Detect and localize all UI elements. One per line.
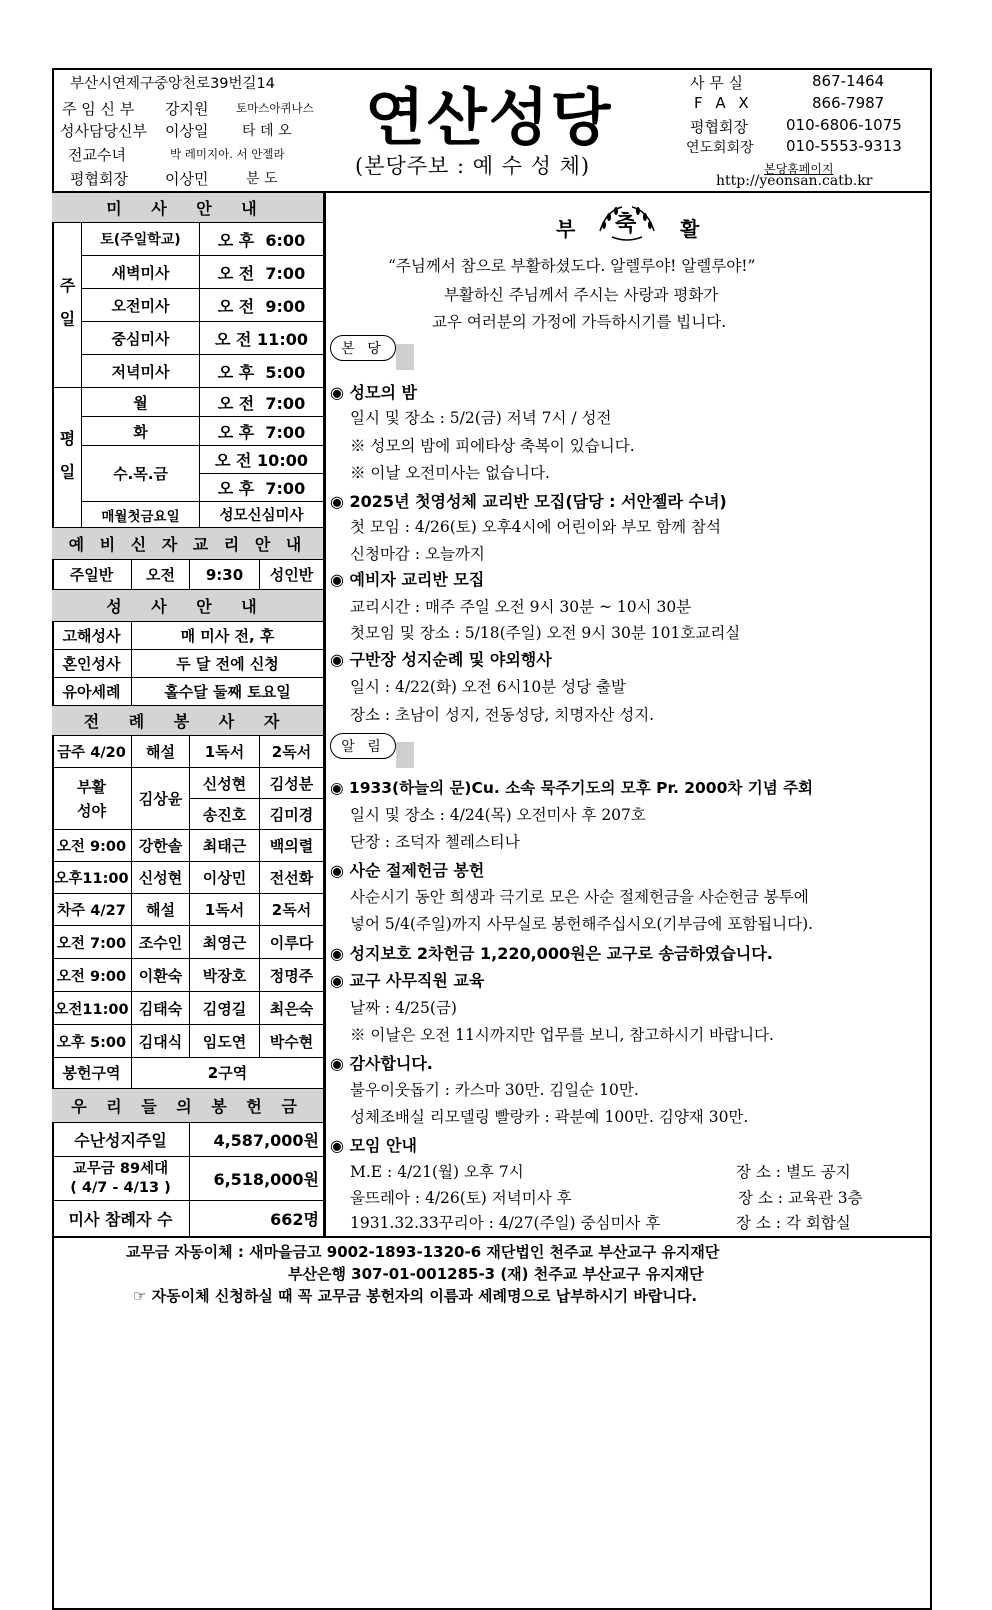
sunday-label-cell <box>52 223 82 388</box>
homepage-label: 본당홈페이지 <box>764 162 834 176</box>
notice-1-line-2: ※ 성모의 밤에 피에타상 축복이 있습니다. <box>350 437 635 455</box>
greeting-line-2: 부활하신 주님께서 주시는 사랑과 평화가 <box>444 286 719 304</box>
tag-parish: 본 당 <box>330 335 396 361</box>
announce-1-line-2: 단장 : 조덕자 첼레스티나 <box>350 833 520 851</box>
servers-reader1-head: 1독서 <box>190 736 260 767</box>
weekday-row-mon <box>82 388 324 417</box>
weekday-row-wtf-2 <box>200 474 324 502</box>
servers-row <box>52 862 324 894</box>
weekday-name: 수.목.금 <box>113 465 168 483</box>
offering-area-label: 봉헌구역 <box>52 1057 132 1088</box>
announce-5-title: ◉ 감사합니다. <box>330 1054 433 1073</box>
reader-1: 임도연 <box>190 1025 260 1057</box>
mass-time: 오 전 11:00 <box>200 322 324 354</box>
easter-char-1: 부 <box>556 217 576 241</box>
office-label: 사 무 실 <box>690 74 744 92</box>
attendance-row <box>52 1201 324 1236</box>
commentator: 이환숙 <box>132 959 190 991</box>
meeting-1-place: 장 소 : 별도 공지 <box>736 1163 851 1181</box>
greeting-line-3: 교우 여러분의 가정에 가득하시기를 빕니다. <box>432 313 727 331</box>
weekday-time: 오 전 10:00 <box>200 446 324 473</box>
notice-4-line-2: 장소 : 초남이 성지, 전동성당, 치명자산 성지. <box>350 706 655 724</box>
first-friday-name: 매월첫금요일 <box>82 502 200 527</box>
sacrament-row <box>52 678 324 706</box>
sacrament-row <box>52 622 324 650</box>
mass-title-row <box>52 193 324 223</box>
announce-4-line-1: 날짜 : 4/25(금) <box>350 999 457 1017</box>
announce-5-line-2: 성체조배실 리모델링 빨랑카 : 곽분예 100만. 김양재 30만. <box>350 1108 749 1126</box>
reader-2: 이루다 <box>260 926 324 958</box>
catechumen-ampm: 오전 <box>132 560 190 589</box>
sunday-label: 주 일 <box>57 277 76 333</box>
footer-line-2: 부산은행 307-01-001285-3 (재) 천주교 부산교구 유지재단 <box>288 1265 704 1283</box>
mass-name: 오전미사 <box>82 289 200 321</box>
mass-time: 오 전 7:00 <box>200 256 324 288</box>
sunday-mass-row <box>82 322 324 355</box>
reader-2: 최은숙 <box>260 992 324 1024</box>
announce-4-line-2: ※ 이날은 오전 11시까지만 업무를 보니, 참고하시기 바랍니다. <box>350 1026 774 1044</box>
catechumen-row <box>52 560 324 590</box>
announce-3-title: ◉ 성지보호 2차헌금 1,220,000원은 교구로 송금하였습니다. <box>330 944 773 963</box>
notice-4-line-1: 일시 : 4/22(화) 오전 6시10분 성당 출발 <box>350 678 626 696</box>
reader-2: 전선화 <box>260 862 324 893</box>
weekday-row-wtf-1 <box>200 446 324 474</box>
pres-label: 평협회장 <box>690 118 748 136</box>
catechumen-class: 주일반 <box>52 560 132 589</box>
parish-title: 연산성당 <box>365 81 613 154</box>
easter-vigil-label: 부활 성야 <box>77 777 106 820</box>
meeting-2: 울뜨레아 : 4/26(토) 저녁미사 후 <box>350 1189 572 1207</box>
offering-area-value: 2구역 <box>132 1057 324 1088</box>
announce-1-line-1: 일시 및 장소 : 4/24(목) 오전미사 후 207호 <box>350 806 646 824</box>
commentator: 김대식 <box>132 1025 190 1057</box>
notice-1-line-1: 일시 및 장소 : 5/2(금) 저녁 7시 / 성전 <box>350 409 612 427</box>
reader-2: 백의렬 <box>260 830 324 861</box>
offering-title-row <box>52 1089 324 1123</box>
mass-name: 토(주일학교) <box>82 223 200 255</box>
servers-head-this-week <box>52 736 324 768</box>
pastor-name: 강지원 <box>165 100 209 118</box>
council-name: 이상민 <box>165 170 209 188</box>
council-baptismal: 분 도 <box>246 171 278 187</box>
offering2-value: 6,518,000원 <box>190 1157 324 1200</box>
commentator: 조수인 <box>132 926 190 958</box>
mass-time: 오후11:00 <box>52 862 132 893</box>
notice-3-line-1: 교리시간 : 매주 주일 오전 9시 30분 ~ 10시 30분 <box>350 598 692 616</box>
sacrament-value: 매 미사 전, 후 <box>132 622 324 649</box>
greeting-line-1: “주님께서 참으로 부활하셨도다. 알렐루야! 알렐루야!” <box>388 257 756 275</box>
reader-1: 송진호 <box>190 799 260 829</box>
council-label: 평협회장 <box>70 170 128 188</box>
mass-time: 오 전 9:00 <box>200 289 324 321</box>
offering2-label: 교무금 89세대 ( 4/7 - 4/13 ) <box>52 1157 190 1200</box>
reader-1: 박장호 <box>190 959 260 991</box>
weekday-time: 오 후 7:00 <box>200 474 324 501</box>
easter-heading <box>556 203 716 243</box>
announce-5-line-1: 불우이웃돕기 : 카스마 30만. 김일순 10만. <box>350 1081 639 1099</box>
sacrament-value: 홀수달 둘째 토요일 <box>132 678 324 705</box>
offering-row-2 <box>52 1157 324 1201</box>
easter-vigil-commentator: 김상윤 <box>138 790 183 808</box>
mass-time: 오후 5:00 <box>52 1025 132 1057</box>
easter-vigil-row-1 <box>190 768 324 799</box>
assistant-label: 성사담당신부 <box>60 122 147 140</box>
meeting-3: 1931.32.33꾸리아 : 4/27(주일) 중심미사 후 <box>350 1214 661 1232</box>
mass-name: 저녁미사 <box>82 355 200 387</box>
footer-line-1: 교무금 자동이체 : 새마을금고 9002-1893-1320-6 재단법인 천주교 부산교구 유지재단 <box>126 1243 720 1261</box>
reader-2: 박수현 <box>260 1025 324 1057</box>
servers-commentator-head: 해설 <box>132 736 190 767</box>
reader-1: 최영근 <box>190 926 260 958</box>
first-friday-row <box>82 502 324 528</box>
servers-row <box>52 1025 324 1058</box>
reader-2: 정명주 <box>260 959 324 991</box>
mass-name: 새벽미사 <box>82 256 200 288</box>
servers-title-row <box>52 706 324 736</box>
bulletin-subtitle: (본당주보 : 예 수 성 체) <box>355 154 591 178</box>
easter-vigil-row-2 <box>190 799 324 830</box>
fax-phone: 866-7987 <box>812 94 885 112</box>
notice-1-title: ◉ 성모의 밤 <box>330 383 417 402</box>
nuns-label: 전교수녀 <box>68 146 126 164</box>
meeting-3-place: 장 소 : 각 회합실 <box>736 1214 851 1232</box>
reader-2: 김성분 <box>260 768 324 798</box>
attendance-label: 미사 참례자 수 <box>52 1201 190 1236</box>
weekday-name: 월 <box>82 388 200 416</box>
notice-2-line-2: 신청마감 : 오늘까지 <box>350 545 485 563</box>
reader-1: 최태근 <box>190 830 260 861</box>
mass-time: 오 후 6:00 <box>200 223 324 255</box>
tag-notice: 알 림 <box>330 733 396 759</box>
reader-1: 신성현 <box>190 768 260 798</box>
catechumen-type: 성인반 <box>260 560 324 589</box>
servers-reader1-head: 1독서 <box>190 894 260 925</box>
nuns-names: 박 레미지아. 서 안젤라 <box>170 147 285 161</box>
legion-label: 연도회회장 <box>686 140 754 156</box>
servers-week: 차주 4/27 <box>52 894 132 925</box>
sunday-mass-row <box>82 256 324 289</box>
mass-time: 오전 9:00 <box>52 959 132 991</box>
servers-row <box>52 992 324 1025</box>
pastor-label: 주 임 신 부 <box>62 100 135 118</box>
address: 부산시연제구중앙천로39번길14 <box>70 76 275 92</box>
reader-1: 김영길 <box>190 992 260 1024</box>
mass-name: 중심미사 <box>82 322 200 354</box>
announce-4-title: ◉ 교구 사무직원 교육 <box>330 971 485 990</box>
legion-phone: 010-5553-9313 <box>786 137 902 155</box>
weekday-wtf-name-cell <box>82 446 200 502</box>
fax-label: F A X <box>694 94 753 112</box>
pastor-baptismal: 토마스아퀴나스 <box>236 101 314 115</box>
sacrament-name: 혼인성사 <box>52 650 132 677</box>
offering1-value: 4,587,000원 <box>190 1123 324 1156</box>
announce-2-line-1: 사순시기 동안 희생과 극기로 모은 사순 절제헌금을 사순헌금 봉투에 <box>350 888 809 906</box>
catechumen-title: 예 비 신 자 교 리 안 내 <box>52 528 324 559</box>
mass-time: 오 후 5:00 <box>200 355 324 387</box>
tag-parish-bar <box>396 344 414 370</box>
servers-row <box>52 926 324 959</box>
catechumen-title-row <box>52 528 324 560</box>
easter-char-3: 활 <box>680 217 700 241</box>
servers-reader2-head: 2독서 <box>260 894 324 925</box>
sunday-mass-row <box>82 223 324 256</box>
easter-char-2: 축 <box>615 212 637 237</box>
catechumen-time: 9:30 <box>190 560 260 589</box>
column-divider <box>324 193 326 1236</box>
offering-area-row <box>52 1057 324 1089</box>
sacrament-value: 두 달 전에 신청 <box>132 650 324 677</box>
reader-2: 김미경 <box>260 799 324 829</box>
assistant-name: 이상일 <box>165 122 209 140</box>
office-phone: 867-1464 <box>812 72 885 90</box>
first-friday-value: 성모신심미사 <box>200 502 324 527</box>
weekday-label-cell <box>52 388 82 528</box>
sacrament-row <box>52 650 324 678</box>
commentator: 신성현 <box>132 862 190 893</box>
mass-time: 오전 7:00 <box>52 926 132 958</box>
meeting-2-place: 장 소 : 교육관 3층 <box>738 1189 863 1207</box>
weekday-row-tue <box>82 417 324 446</box>
homepage-url[interactable]: http://yeonsan.catb.kr <box>716 173 873 189</box>
offering-row-1 <box>52 1123 324 1157</box>
announce-1-title: ◉ 1933(하늘의 문)Cu. 소속 묵주기도의 모후 Pr. 2000차 기념 주회 <box>330 779 814 797</box>
notice-3-title: ◉ 예비자 교리반 모집 <box>330 570 485 589</box>
easter-vigil-label-cell <box>52 768 132 830</box>
mass-title: 미 사 안 내 <box>52 193 324 222</box>
commentator: 김태숙 <box>132 992 190 1024</box>
sunday-mass-row <box>82 355 324 388</box>
weekday-time: 오 전 7:00 <box>200 388 324 416</box>
servers-row <box>52 830 324 862</box>
sacrament-name: 유아세례 <box>52 678 132 705</box>
servers-row <box>52 959 324 992</box>
servers-week: 금주 4/20 <box>52 736 132 767</box>
notice-3-line-2: 첫모임 및 장소 : 5/18(주일) 오전 9시 30분 101호교리실 <box>350 624 741 642</box>
sacrament-title: 성 사 안 내 <box>52 590 324 621</box>
tag-notice-bar <box>396 742 414 768</box>
announce-2-line-2: 넣어 5/4(주일)까지 사무실로 봉헌해주십시오(기부금에 포함됩니다). <box>350 915 814 933</box>
notice-4-title: ◉ 구반장 성지순례 및 야외행사 <box>330 650 552 669</box>
announce-2-title: ◉ 사순 절제헌금 봉헌 <box>330 861 485 880</box>
offering-title: 우 리 들 의 봉 헌 금 <box>52 1089 324 1122</box>
weekday-name: 화 <box>82 417 200 445</box>
mass-time: 오전 9:00 <box>52 830 132 861</box>
sacrament-name: 고해성사 <box>52 622 132 649</box>
commentator: 강한솔 <box>132 830 190 861</box>
weekday-time: 오 후 7:00 <box>200 417 324 445</box>
servers-head-next-week <box>52 894 324 926</box>
sunday-mass-row <box>82 289 324 322</box>
announce-6-title: ◉ 모임 안내 <box>330 1136 417 1155</box>
notice-2-title: ◉ 2025년 첫영성체 교리반 모집(담당 : 서안젤라 수녀) <box>330 492 727 511</box>
reader-1: 이상민 <box>190 862 260 893</box>
servers-commentator-head: 해설 <box>132 894 190 925</box>
offering1-label: 수난성지주일 <box>52 1123 190 1156</box>
assistant-baptismal: 타 데 오 <box>242 123 292 139</box>
mass-time: 오전11:00 <box>52 992 132 1024</box>
sacrament-title-row <box>52 590 324 622</box>
meeting-1: M.E : 4/21(월) 오후 7시 <box>350 1163 524 1181</box>
notice-2-line-1: 첫 모임 : 4/26(토) 오후4시에 어린이와 부모 함께 참석 <box>350 518 721 536</box>
weekday-label: 평 일 <box>57 429 76 486</box>
servers-reader2-head: 2독서 <box>260 736 324 767</box>
servers-title: 전 례 봉 사 자 <box>52 706 324 735</box>
notice-1-line-3: ※ 이날 오전미사는 없습니다. <box>350 464 550 482</box>
pres-phone: 010-6806-1075 <box>786 116 902 134</box>
footer-line-3: ☞ 자동이체 신청하실 때 꼭 교무금 봉헌자의 이름과 세례명으로 납부하시기 바랍니다. <box>133 1287 698 1305</box>
easter-vigil-commentator-cell <box>132 768 190 830</box>
attendance-value: 662명 <box>190 1201 324 1236</box>
